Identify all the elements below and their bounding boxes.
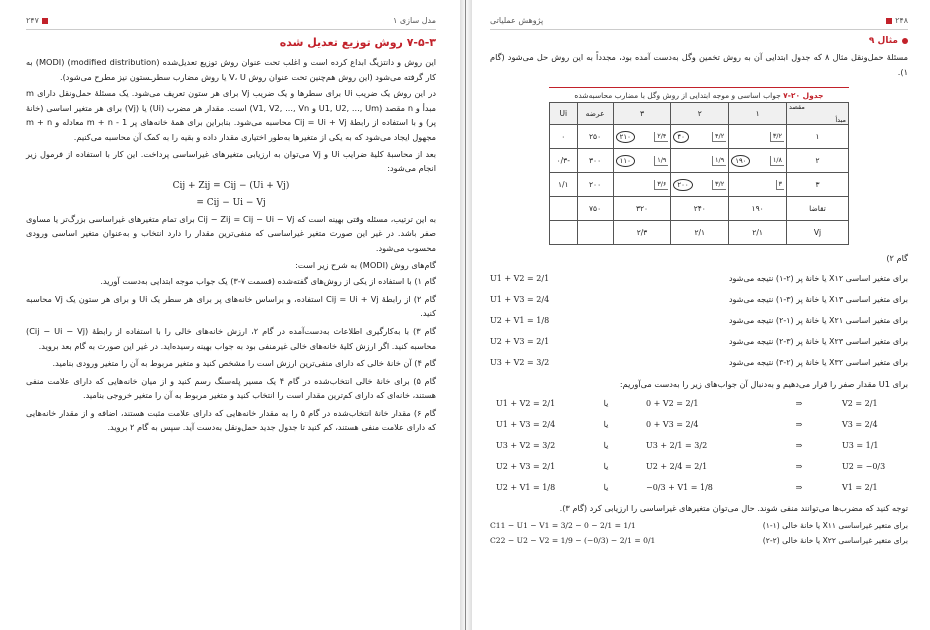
note-text: توجه کنید که مضرب‌ها می‌توانند منفی شوند. حال می‌توان متغیرهای غیراساسی را ارزیابی کرد (گام ۳). [559,503,908,514]
table-row [550,149,849,173]
step-label: گام ۲) [886,253,908,264]
evaluation-list [490,518,908,548]
running-title: مدل سازی ۱ [393,16,436,25]
supply-cell: ۳۰۰ [577,149,613,173]
u-cell: ۱/۱ [550,173,578,197]
step2-row: برای متغیر اساسی X۱۲ یا خانهٔ پر (۲-۱) نتیجه می‌شود U1 + V2 = 2/1 [490,273,908,283]
book-gutter [460,0,472,630]
row-label: Vj [787,221,849,245]
paragraph: به این ترتیب، مسئله وقتی بهینه است که Cij − Zij = Cij − Ui − Vj برای تمام متغیرهای غیراساسی بزرگ‌تر یا مساوی صفر باشد. در غیر این صورت متغیر غیراساسی که منفی‌ترین مقدار را دارد انتخاب و به‌عنوان متغیر اساسی ورودی محسوب می‌شود. [26,213,436,253]
assign-text: برای U1 مقدار صفر را قرار می‌دهیم و به‌دنبال آن جواب‌های زیر را به‌دست می‌آوریم: [619,378,908,389]
allocation-value: ۲۰۰ [673,179,692,191]
evaluation-row: برای متغیر غیراساسی X۱۱ یا خانهٔ خالی (۱-۱) C11 − U1 − V1 = 3/2 − 0 − 2/1 = 1/1 [490,520,908,530]
demand-cell: ۷۵۰ [577,197,613,221]
step-item: گام ۴) آن خانهٔ خالی که دارای منفی‌ترین ارزش است را مشخص کنید و متغیر مربوط به آن را متغیر ورودی بنامید. [52,358,436,369]
step2-row: برای متغیر اساسی X۲۳ یا خانهٔ پر (۳-۲) نتیجه می‌شود U2 + V3 = 2/1 [490,336,908,346]
page-number: ۲۴۸ [883,16,908,25]
allocation-value: ۱۱۰ [616,155,635,167]
solve-list [490,393,908,498]
running-head [490,16,908,30]
demand-cell: ۲۴۰ [671,197,729,221]
bullet-dot-icon [902,38,908,44]
u-cell: -۰/۳ [550,149,578,173]
supply-cell: ۲۵۰ [577,125,613,149]
v-row [550,221,849,245]
table-caption: جدول ۲۰-۷ جواب اساسی و موجه ابتدایی از روش وگل با مضارب محاسبه‌شده [549,87,849,102]
supply-cell: ۲۰۰ [577,173,613,197]
table-row [550,173,849,197]
v-cell: ۲/۱ [671,221,729,245]
equation [26,178,436,212]
demand-cell: ۱۹۰ [729,197,787,221]
table-header-cell: عرضه [577,103,613,125]
running-head [26,16,436,30]
transport-table [549,87,849,245]
section-title: ۷-۵-۳ روش توزیع تعدیل شده [279,36,436,49]
step-item: گام ۶) مقدار خانهٔ انتخاب‌شده در گام ۵ را به مقدار خانه‌هایی که دارای علامت مثبت هستند، اضافه و از مقدار خانه‌هایی که دارای علامت منفی هستند، کم کنید تا جدول جدید حمل‌ونقل به‌دست آید. سپس به گام ۲ بروید. [26,407,436,433]
page-divider [465,0,466,630]
table-header-cell: Ui [550,103,578,125]
table-cell: ۴۰ ۴/۲ [671,125,729,149]
steps-intro: گام‌های روش (MODI) به شرح زیر است: [295,259,436,270]
table-header-row [550,103,849,125]
example-title: مثال ۹ [490,36,908,46]
paragraph: بعد از محاسبهٔ کلیهٔ ضرایب Ui و Vj می‌توان به ارزیابی متغیرهای غیراساسی پرداخت. این کار با استفاده از فرمول زیر انجام می‌شود: [26,148,436,174]
table-cell: ۱۹۰ ۱/۸ [729,149,787,173]
step2-row: برای متغیر اساسی X۳۲ یا خانهٔ پر (۲-۳) نتیجه می‌شود U3 + V2 = 3/2 [490,357,908,367]
evaluation-row: برای متغیر غیراساسی X۲۲ یا خانهٔ خالی (۲-۲) C22 − U2 − V2 = 1/9 − (−0/3) − 2/1 = 0/1 [490,535,908,545]
running-title: پژوهش عملیاتی [490,16,544,25]
row-label: ۱ [787,125,849,149]
step-item: گام ۵) برای خانهٔ خالی انتخاب‌شده در گام ۴ یک مسیر پله‌سنگ رسم کنید و از میان خانه‌هایی که دارای علامت منفی هستند، خانه‌ای که دارای کم‌ترین مقدار است را انتخاب کنید و متغیر مربوط به آن را متغیر خروجی بنامید. [26,375,436,401]
table-cell: ۲۱۰ ۲/۴ [613,125,671,149]
step-item: گام ۱) با استفاده از یکی از روش‌های گفته‌شده (قسمت ۷-۳) یک جواب موجه ابتدایی به‌دست آورید. [100,276,436,287]
row-label: ۳ [787,173,849,197]
allocation-value: ۱۹۰ [731,155,750,167]
table-header-cell: ۳ [613,103,671,125]
table-cell: ۱۱۰ ۱/۹ [613,149,671,173]
demand-row [550,197,849,221]
solve-row: U1 + V2 = 2/1 یا 0 + V2 = 2/1 ⇒ V2 = 2/1 [496,399,878,409]
table-cell: ۳/۲ [729,125,787,149]
step2-list [490,268,908,373]
row-label: تقاضا [787,197,849,221]
table-row [550,125,849,149]
step2-row: برای متغیر اساسی X۱۳ یا خانهٔ پر (۳-۱) نتیجه می‌شود U1 + V3 = 2/4 [490,294,908,304]
paragraph: این روش و دانتزیگ ابداع کرده است و اغلب تحت عنوان روش توزیع تعدیل‌شده (modified distribution) (MODI) به کار گرفته می‌شود (این روش هم‌چنین تحت عنوان روش V، U یا روش مضارب سطرـستون نیز مطرح می‌شود). [26,57,437,82]
right-page [472,0,930,630]
table-header-cell: ۱ [729,103,787,125]
solve-row: U2 + V3 = 2/1 یا U2 + 2/4 = 2/1 ⇒ U2 = −0/3 [496,462,886,472]
step-item: گام ۳) با به‌کارگیری اطلاعات به‌دست‌آمده در گام ۲، ارزش خانه‌های خالی را با استفاده از رابطهٔ (Cij − Ui − Vj) محاسبه کنید. اگر ارزش کلیهٔ خانه‌های خالی غیرمنفی بود به جواب بهینه رسیده‌اید. در غیر این صورت به گام بعد بروید. [26,325,436,351]
v-cell: ۲/۱ [729,221,787,245]
solve-row: U3 + V2 = 3/2 یا U3 + 2/1 = 3/2 ⇒ U3 = 1/1 [496,441,879,451]
equation-line: Cij + Zij = Cij − (Ui + Vj) [172,180,290,191]
table-cell: ۱/۹ [671,149,729,173]
row-label: ۲ [787,149,849,173]
solve-row: U1 + V3 = 2/4 یا 0 + V3 = 2/4 ⇒ V3 = 2/4 [496,420,878,430]
table-corner: مقصد مبدأ [787,103,849,125]
table-header-cell: ۲ [671,103,729,125]
example-text: مسئلهٔ حمل‌ونقل مثال ۸ که جدول ابتدایی آن به روش تخمین وگل به‌دست آمده بود، مجدداً به این روش حل می‌شود (گام ۱). [490,52,908,77]
step-item: گام ۲) از رابطهٔ Cij = Ui + Vj استفاده، و براساس خانه‌های پر برای هر سطر یک Ui و برای هر ستون یک Vj محاسبه کنید. [26,293,436,319]
square-marker-icon [886,18,892,24]
paragraph: در این روش یک ضریب Ui برای سطرها و یک ضریب Vj برای هر ستون تعریف می‌شود. یک مسئلهٔ حمل‌ونقل دارای m مبدأ و n مقصد (U1, U2, ..., Um و V1, V2, ..., Vn) است. مقدار هر مضرب (Ui) یا (Vj) برای هر متغیر اساسی (خانهٔ پر) و با استفاده از رابطهٔ Cij = Ui + Vj محاسبه می‌شود. بنابراین برای همهٔ خانه‌های پر m + n - 1 معادله و m + n مجهول ایجاد می‌شود که به یکی از متغیرها به‌طور اختیاری مقدار داده و بقیه را به کمک آن محاسبه می‌کنیم. [26,88,437,142]
v-cell: ۲/۳ [613,221,671,245]
table-cell: ۲۰۰ ۳/۲ [671,173,729,197]
solve-row: U2 + V1 = 1/8 یا −0/3 + V1 = 1/8 ⇒ V1 = 2/1 [496,483,878,493]
step2-row: برای متغیر اساسی X۲۱ یا خانهٔ پر (۱-۲) نتیجه می‌شود U2 + V1 = 1/8 [490,315,908,325]
table-cell: ۳ [729,173,787,197]
allocation-value: ۴۰ [673,131,689,143]
steps-list [26,274,436,435]
table-cell: ۳/۶ [613,173,671,197]
page-number: ۲۴۷ [26,16,51,25]
u-cell: ۰ [550,125,578,149]
left-page [0,0,460,630]
square-marker-icon [42,18,48,24]
allocation-value: ۲۱۰ [616,131,635,143]
equation-line: = Cij − Ui − Vj [196,197,266,208]
demand-cell: ۳۲۰ [613,197,671,221]
